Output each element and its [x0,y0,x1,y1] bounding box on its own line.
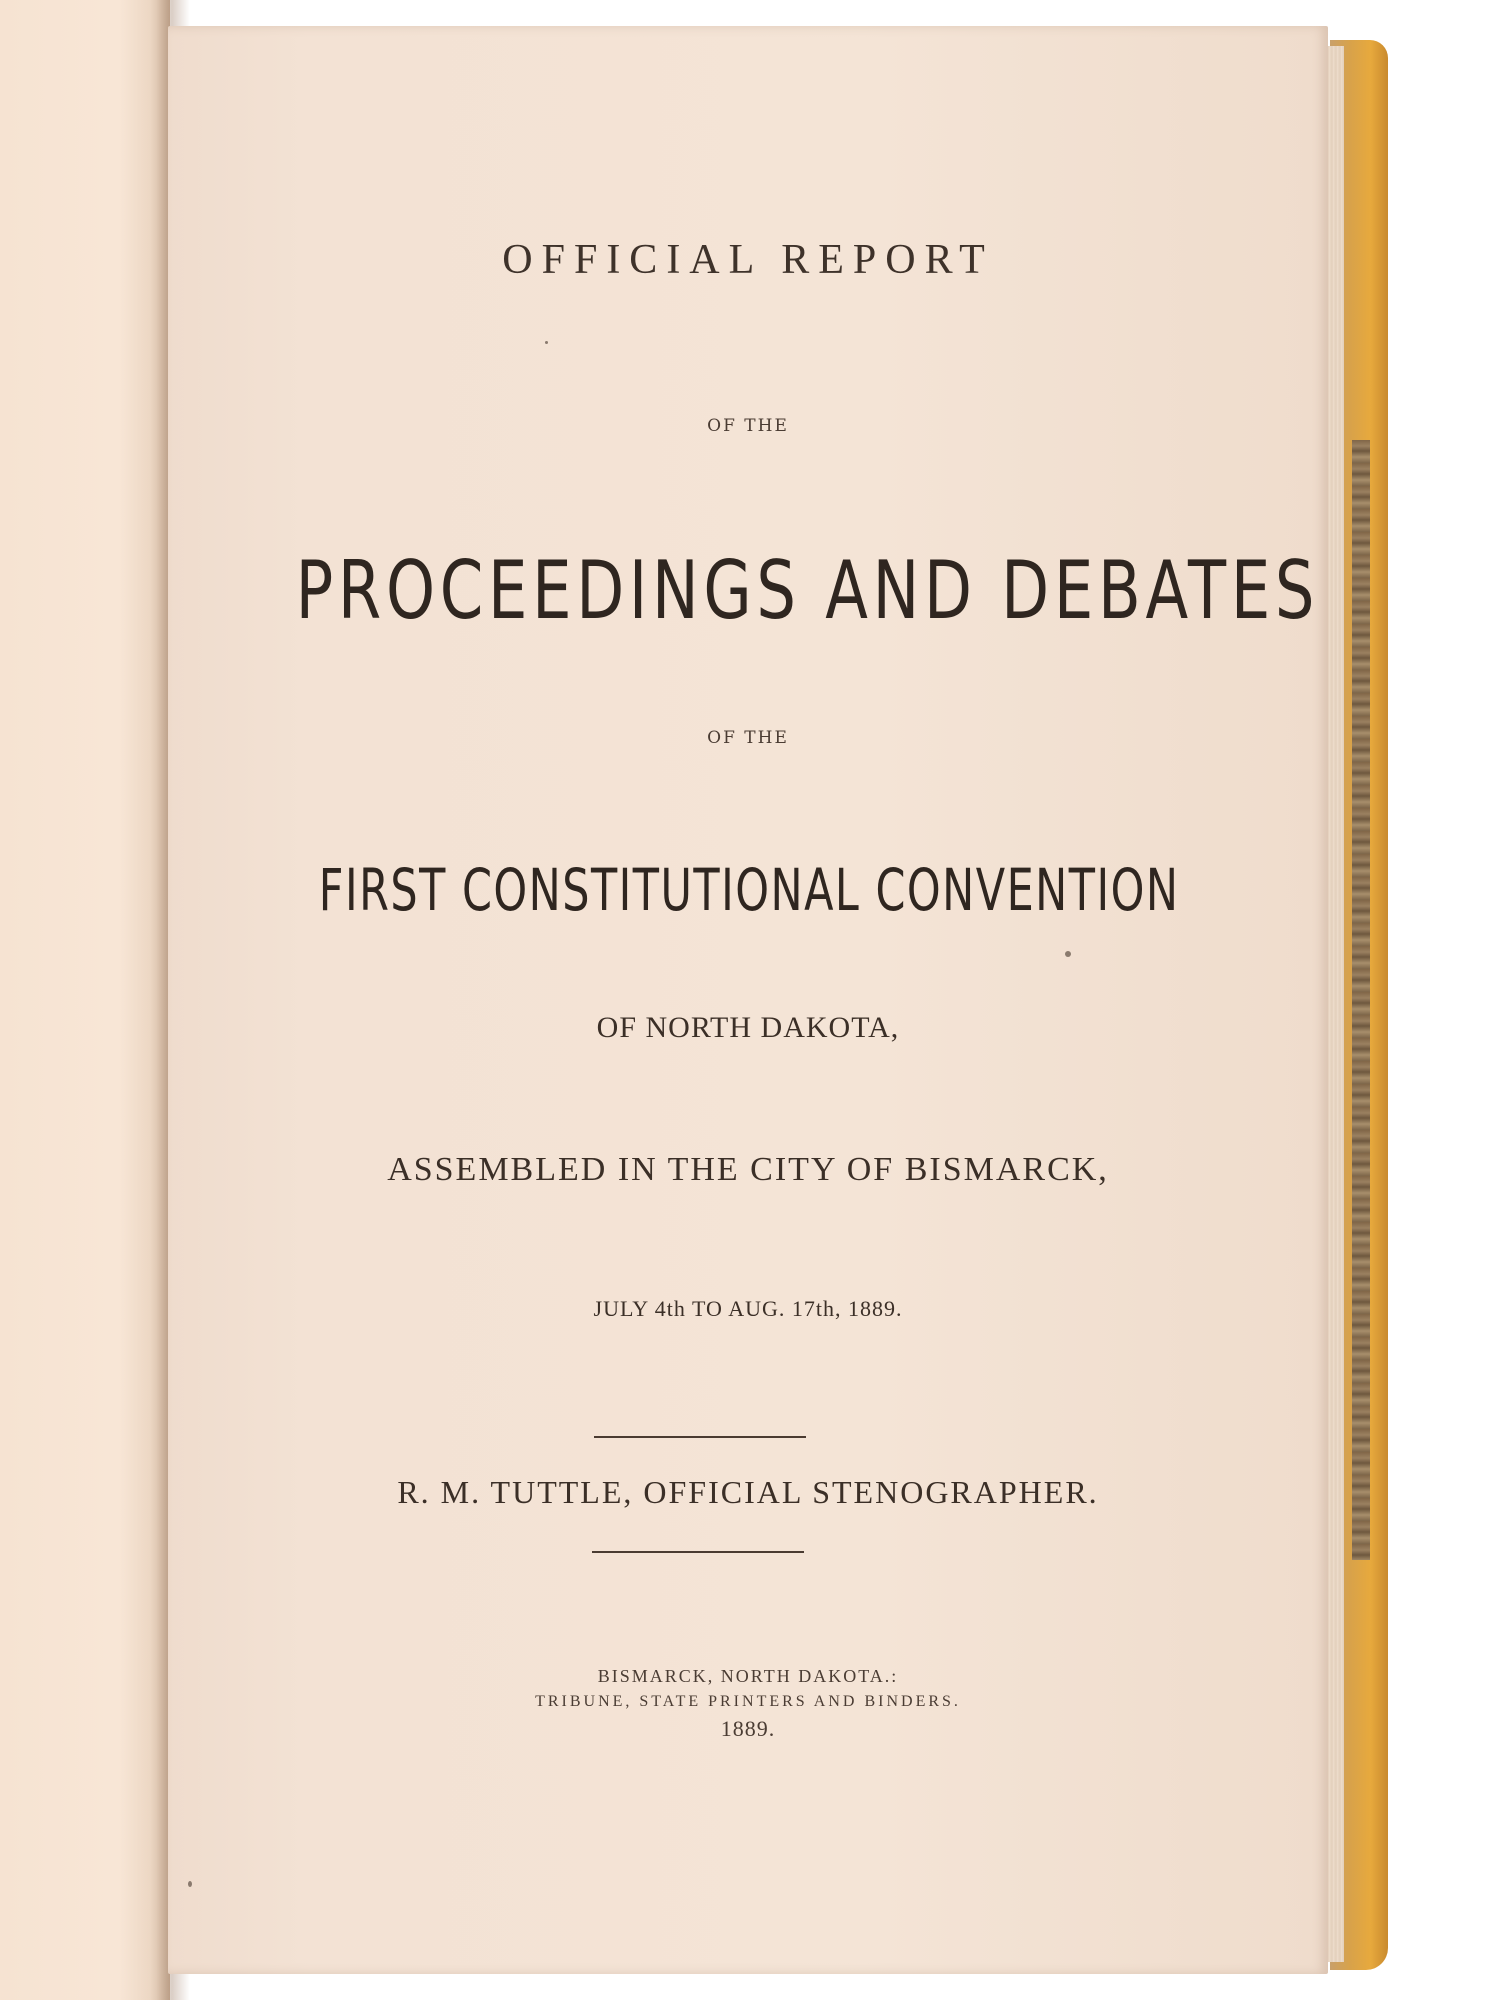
marbled-edge [1352,440,1370,1560]
dates-line: JULY 4th TO AUG. 17th, 1889. [593,1296,903,1321]
imprint-place: BISMARCK, NORTH DAKOTA.: [597,1666,899,1686]
report-heading: OFFICIAL REPORT [502,237,994,283]
connector-of-the-2: OF THE [707,728,789,748]
location-line: ASSEMBLED IN THE CITY OF BISMARCK, [387,1151,1109,1188]
imprint-year: 1889. [720,1716,776,1741]
state-line: OF NORTH DAKOTA, [596,1011,900,1044]
subtitle: FIRST CONSTITUTIONAL CONVENTION [318,856,1180,924]
title-page [168,26,1328,1974]
imprint-printer: TRIBUNE, STATE PRINTERS AND BINDERS. [535,1693,961,1710]
left-facing-page [0,0,170,2000]
paper-speck [545,341,548,344]
main-title: PROCEEDINGS AND DEBATES [295,544,1320,637]
paper-speck [1065,951,1071,957]
paper-speck [188,1881,192,1887]
divider-rule-top [594,1436,806,1438]
connector-of-the-1: OF THE [707,416,789,436]
stenographer-line: R. M. TUTTLE, OFFICIAL STENOGRAPHER. [397,1474,1099,1510]
divider-rule-bottom [592,1551,804,1553]
